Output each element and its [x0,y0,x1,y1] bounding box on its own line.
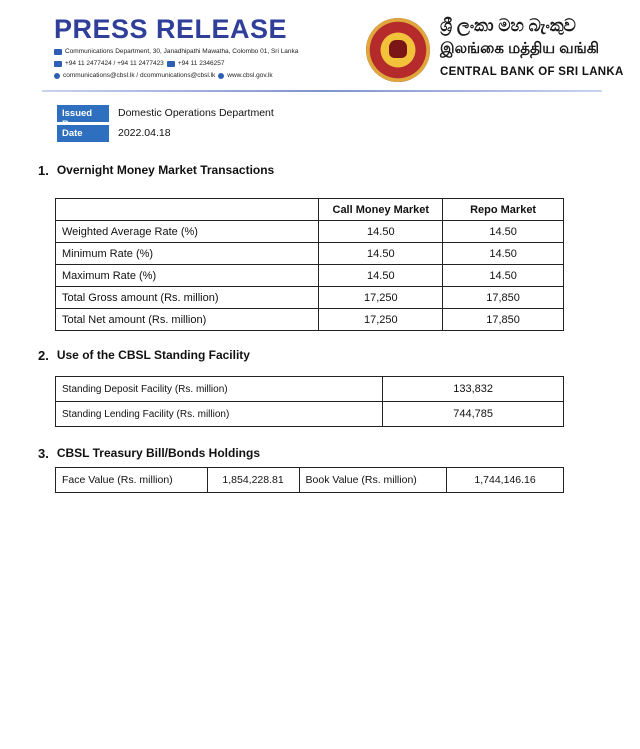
repo-value: 14.50 [443,265,564,287]
call-money-value: 14.50 [319,265,443,287]
table-header-row [56,199,564,221]
call-money-value: 14.50 [319,221,443,243]
table-row [56,309,564,331]
repo-value: 17,850 [443,287,564,309]
table-row [56,221,564,243]
column-header: Call Money Market [319,199,443,221]
bank-name-english: CENTRAL BANK OF SRI LANKA [440,66,624,78]
holdings-table [55,467,564,493]
section-title: Use of the CBSL Standing Facility [56,348,250,362]
repo-value: 14.50 [443,243,564,265]
section-heading [38,446,260,461]
issued-by-label: Issued [57,105,109,122]
fax-text: +94 11 2346257 [177,60,225,67]
address-text: Communications Department, 30, Janadhipathi Mawatha, Colombo 01, Sri Lanka [65,48,299,55]
row-label: Total Net amount (Rs. million) [56,309,319,331]
mail-icon [54,49,62,55]
letterhead [0,0,640,96]
repo-value: 14.50 [443,221,564,243]
section-title: CBSL Treasury Bill/Bonds Holdings [56,446,260,460]
row-label: Standing Lending Facility (Rs. million) [56,402,383,427]
email-text: communications@cbsl.lk / dcommunications@cbsl.lk [63,72,216,79]
table-row [56,265,564,287]
call-money-value: 14.50 [319,243,443,265]
repo-value: 17,850 [443,309,564,331]
press-release-title: PRESS RELEASE [54,14,288,44]
row-label: Total Gross amount (Rs. million) [56,287,319,309]
bank-name-tamil: இலங்கை மத்திய வங்கி [440,40,600,57]
section-title: Overnight Money Market Transactions [56,163,275,177]
table-row [56,287,564,309]
row-value: 133,832 [383,377,564,402]
money-market-table [55,198,564,331]
row-label: Standing Deposit Facility (Rs. million) [56,377,383,402]
issued-by-value: Domestic Operations Department [118,107,274,119]
column-header [56,199,319,221]
row-value: 744,785 [383,402,564,427]
book-value-label: Book Value (Rs. million) [299,468,447,493]
address-line [54,48,298,55]
at-icon [54,73,60,79]
lion-emblem-icon [389,40,407,58]
section-number: 1. [38,163,49,178]
website-text: www.cbsl.gov.lk [227,72,273,79]
section-number: 3. [38,446,49,461]
face-value-label: Face Value (Rs. million) [56,468,208,493]
row-label: Weighted Average Rate (%) [56,221,319,243]
phone-icon [54,61,62,67]
row-label: Maximum Rate (%) [56,265,319,287]
face-value: 1,854,228.81 [207,468,299,493]
header-divider [42,90,602,92]
date-value: 2022.04.18 [118,127,171,139]
table-row [56,243,564,265]
email-line [54,72,273,79]
globe-icon [218,73,224,79]
row-label: Minimum Rate (%) [56,243,319,265]
section-number: 2. [38,348,49,363]
column-header: Repo Market [443,199,564,221]
table-row [56,468,564,493]
table-row [56,377,564,402]
phone-text: +94 11 2477424 / +94 11 2477423 [65,60,164,67]
book-value: 1,744,146.16 [447,468,564,493]
call-money-value: 17,250 [319,309,443,331]
fax-icon [167,61,175,67]
call-money-value: 17,250 [319,287,443,309]
date-label: Date [57,125,109,142]
table-row [56,402,564,427]
bank-name-sinhala: ශ්‍රී ලංකා මහ බැංකුව [440,16,576,35]
standing-facility-table [55,376,564,427]
phone-line [54,60,225,67]
section-heading [38,348,250,363]
section-heading [38,163,274,178]
